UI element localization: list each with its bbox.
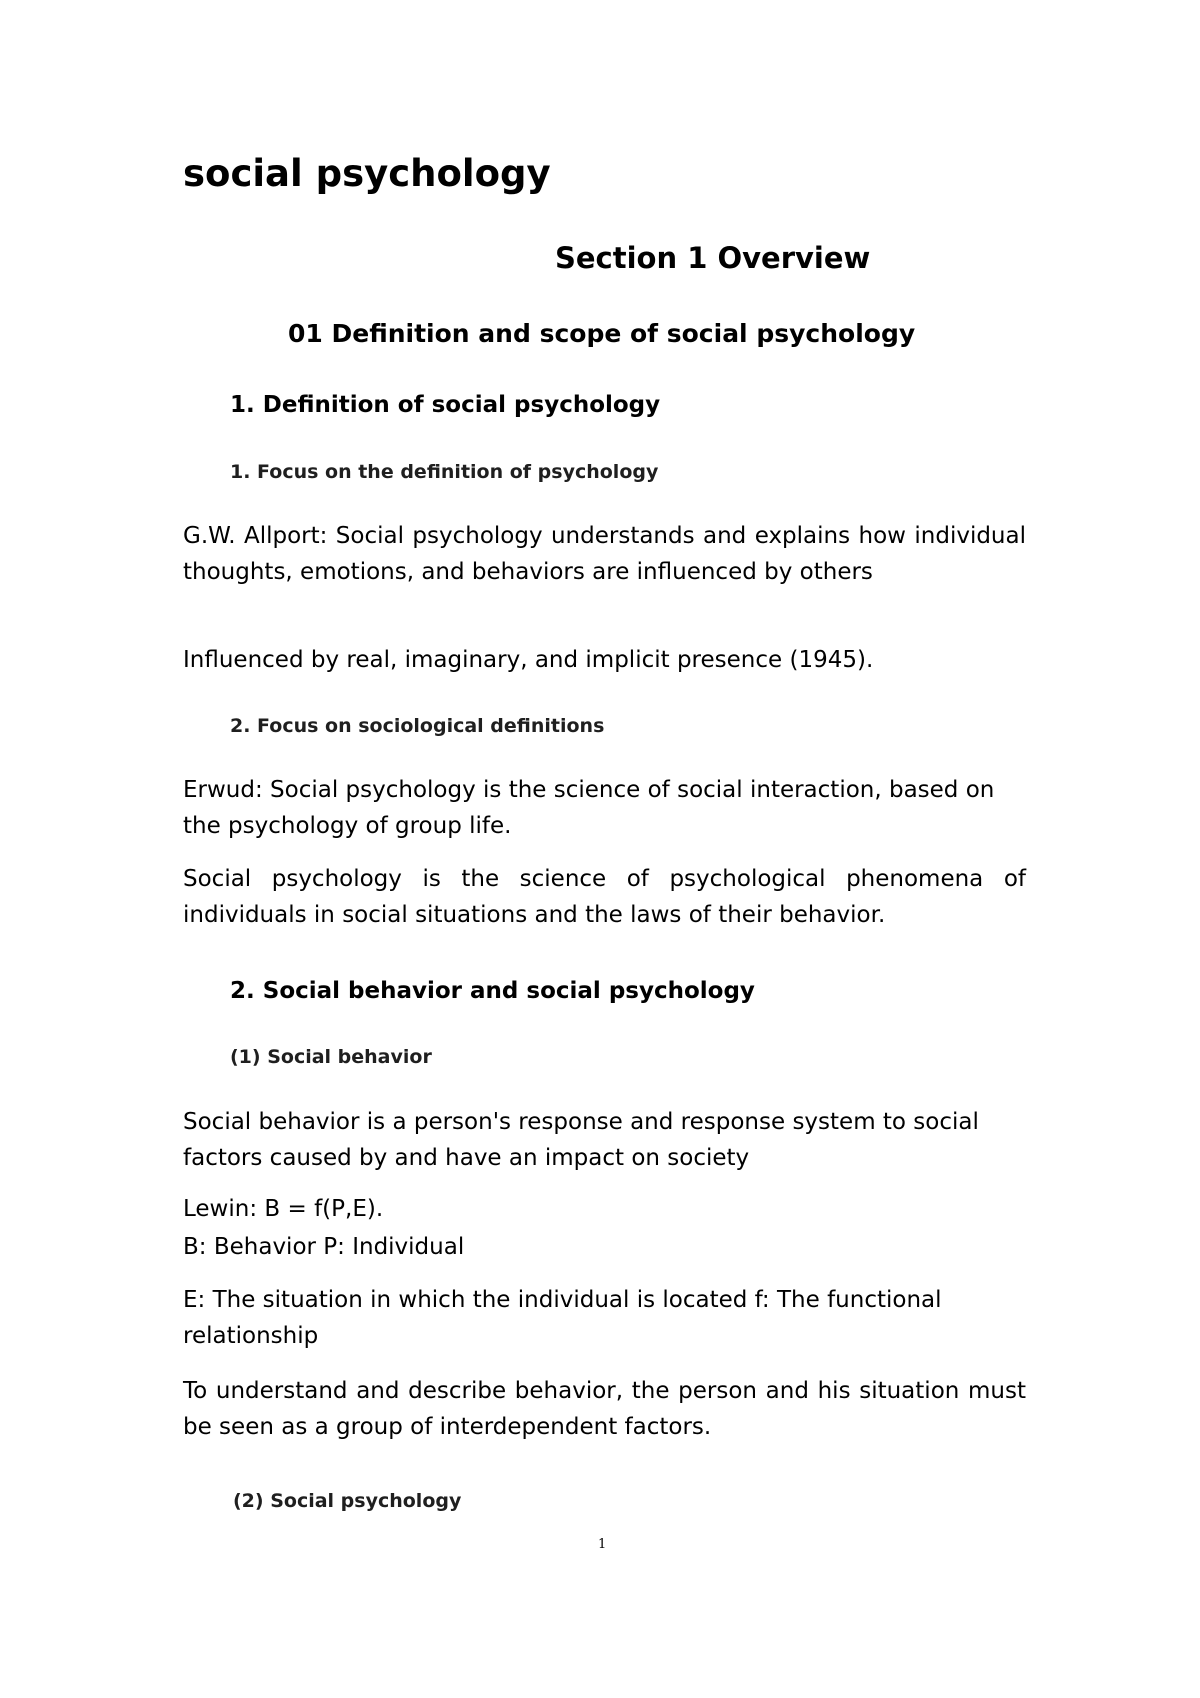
page-number: 1 <box>598 1537 607 1552</box>
chapter-heading: 01 Definition and scope of social psychology <box>288 319 916 348</box>
subsection-heading-definition: 1. Definition of social psychology <box>230 392 661 418</box>
item-heading-social-psychology: (2) Social psychology <box>233 1490 462 1512</box>
paragraph-allport-definition: G.W. Allport: Social psychology understands and explains how individual thoughts, emotions, and behaviors are influenced by others <box>183 523 1026 585</box>
paragraph-allport-presence: Influenced by real, imaginary, and implicit presence (1945). <box>183 647 874 673</box>
paragraph-psychological-phenomena: Social psychology is the science of psychological phenomena of individuals in social situations and the laws of their behavior. <box>183 866 1026 928</box>
paragraph-erwud-definition: Erwud: Social psychology is the science of social interaction, based on the psychology of group life. <box>183 777 995 839</box>
paragraph-interdependent-factors: To understand and describe behavior, the person and his situation must be seen as a group of interdependent factors. <box>183 1378 1026 1440</box>
item-heading-social-behavior: (1) Social behavior <box>230 1046 432 1068</box>
paragraph-lewin-formula: Lewin: B = f(P,E). <box>183 1196 384 1222</box>
paragraph-formula-situation: E: The situation in which the individual is located f: The functional relationship <box>183 1287 942 1349</box>
document-title: social psychology <box>183 152 551 195</box>
paragraph-social-behavior-definition: Social behavior is a person's response and response system to social factors caused by and have an impact on society <box>183 1109 979 1171</box>
paragraph-formula-behavior-individual: B: Behavior P: Individual <box>183 1234 465 1260</box>
subsection-heading-social-behavior: 2. Social behavior and social psychology <box>230 978 755 1004</box>
section-heading: Section 1 Overview <box>555 241 871 275</box>
item-heading-sociological-definition: 2. Focus on sociological definitions <box>230 715 605 737</box>
item-heading-psychology-definition: 1. Focus on the definition of psychology <box>230 461 659 483</box>
